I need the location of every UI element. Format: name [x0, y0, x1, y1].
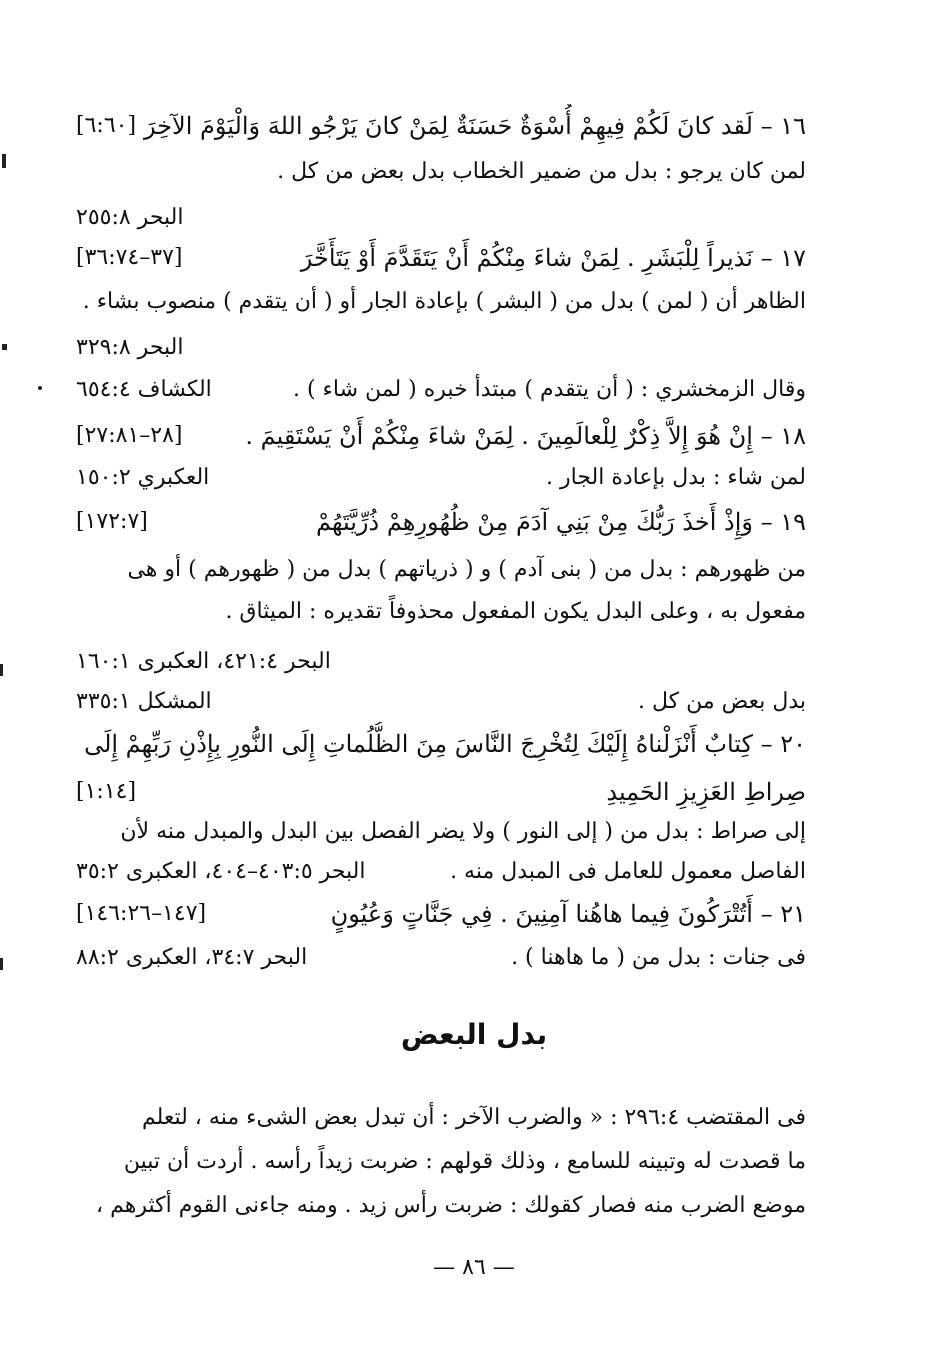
verse-17: ١٧ – نَذيراً لِلْبَشَرِ . لِمَنْ شاءَ مِنْكُمْ أَنْ يَتَقَدَّمَ أَوْ يَتَأَخَّرَ	[300, 244, 806, 272]
verse-20: ٢٠ – كِتابٌ أَنْزَلْناهُ إِلَيْكَ لِتُخْرِجَ النَّاسَ مِنَ الظُّلُماتِ إِلَى النُّورِ بِإِذْنِ رَبِّهِمْ إِلَى	[84, 730, 806, 758]
commentary: الفاصل معمول للعامل فى المبدل منه .	[450, 859, 806, 884]
body-line-0: فى المقتضب ٢٩٦:٤ : « والضرب الآخر : أن تبدل بعض الشىء منه ، لتعلم	[141, 1105, 806, 1130]
section-heading: بدل البعض	[400, 1018, 548, 1051]
line-6	[76, 368, 806, 412]
source-ref: البحر ٤٠٣:٥–٤٠٤، العكبرى ٣٥:٢	[76, 859, 366, 884]
source-ref: العكبري ١٥٠:٢	[76, 465, 210, 490]
verse-19: ١٩ – وَإِذْ أَخذَ رَبُّكَ مِنْ بَنِي آدَمَ مِنْ ظُهُورِهِمْ ذُرِّيَّتَهُمْ	[315, 508, 806, 536]
source-ref: البحر ٢٥٥:٨	[76, 205, 184, 230]
verse-ref: [٢٨–٢٧:٨١]	[76, 423, 183, 448]
line-14	[76, 722, 806, 766]
line-16	[76, 810, 806, 854]
commentary: الظاهر أن ( لمن ) بدل من ( البشر ) بإعادة الجار أو ( أن يتقدم ) منصوب بشاء .	[82, 289, 806, 314]
source-ref: الكشاف ٦٥٤:٤	[76, 377, 212, 402]
line-7	[76, 414, 806, 458]
line-4	[76, 280, 806, 324]
source-ref: البحر ٣٢٩:٨	[76, 335, 184, 360]
verse-ref: [١:١٤]	[76, 779, 137, 804]
commentary: فى جنات : بدل من ( ما هاهنا ) .	[511, 945, 806, 970]
scan-mark	[2, 154, 6, 168]
scan-mark	[0, 958, 3, 970]
line-10	[76, 548, 806, 592]
body-line-1: ما قصدت له وتبينه للسامع ، وذلك قولهم : ضربت زيداً رأسه . أردت أن تبين	[123, 1149, 806, 1174]
line-13	[76, 680, 806, 724]
line-18	[76, 892, 806, 936]
line-2	[76, 196, 806, 240]
page-number: — ٨٦ —	[433, 1255, 515, 1280]
commentary: مفعول به ، وعلى البدل يكون المفعول محذوفاً تقديره : الميثاق .	[225, 599, 806, 624]
line-17	[76, 850, 806, 894]
line-3	[76, 236, 806, 280]
commentary: بدل بعض من كل .	[638, 689, 806, 714]
commentary: لمن كان يرجو : بدل من ضمير الخطاب بدل بعض من كل .	[277, 159, 806, 184]
verse-ref: [١٤٧–١٤٦:٢٦]	[76, 901, 207, 926]
body-line-2: موضع الضرب منه فصار كقولك : ضربت رأس زيد . ومنه جاءنى القوم أكثرهم ،	[96, 1193, 806, 1218]
source-ref: البحر ٣٤:٧، العكبرى ٨٨:٢	[76, 945, 308, 970]
scan-mark	[0, 664, 3, 676]
verse-18: ١٨ – إِنْ هُوَ إِلاَّ ذِكْرٌ لِلْعالَمِينَ . لِمَنْ شاءَ مِنْكُمْ أَنْ يَسْتَقِيمَ .	[245, 422, 806, 450]
line-8	[76, 456, 806, 500]
verse-ref: [١٧٢:٧]	[76, 509, 148, 534]
source-ref: البحر ٤٢١:٤، العكبرى ١٦٠:١	[76, 649, 331, 674]
scan-dot	[38, 386, 42, 390]
line-1	[76, 150, 806, 194]
scan-mark	[2, 344, 7, 350]
commentary: وقال الزمخشري : ( أن يتقدم ) مبتدأ خبره ( لمن شاء ) .	[292, 377, 806, 402]
verse-16: ١٦ – لَقد كانَ لَكُمْ فِيهِمْ أُسْوَةٌ حَسَنَةٌ لِمَنْ كانَ يَرْجُو اللهَ وَالْيَوْمَ الآخِرَ	[143, 112, 806, 140]
verse-20-cont: صِراطِ العَزِيزِ الحَمِيدِ	[606, 778, 806, 806]
verse-ref: [٣٧–٣٦:٧٤]	[76, 245, 183, 270]
verse-21: ٢١ – أَتُتْرَكُونَ فِيما هاهُنا آمِنِينَ . فِي جَنَّاتٍ وَعُيُونٍ	[330, 900, 806, 928]
commentary: إلى صراط : بدل من ( إلى النور ) ولا يضر الفصل بين البدل والمبدل منه لأن	[120, 819, 806, 844]
line-12	[76, 640, 806, 684]
line-0	[76, 104, 806, 148]
line-19	[76, 936, 806, 980]
verse-ref: [٦:٦٠]	[76, 113, 137, 138]
line-11	[76, 590, 806, 634]
line-15	[76, 770, 806, 814]
commentary: من ظهورهم : بدل من ( بنى آدم ) و ( ذرياتهم ) بدل من ( ظهورهم ) أو هى	[127, 557, 806, 582]
line-9	[76, 500, 806, 544]
commentary: لمن شاء : بدل بإعادة الجار .	[546, 465, 806, 490]
source-ref: المشكل ٣٣٥:١	[76, 689, 212, 714]
line-5	[76, 326, 806, 370]
